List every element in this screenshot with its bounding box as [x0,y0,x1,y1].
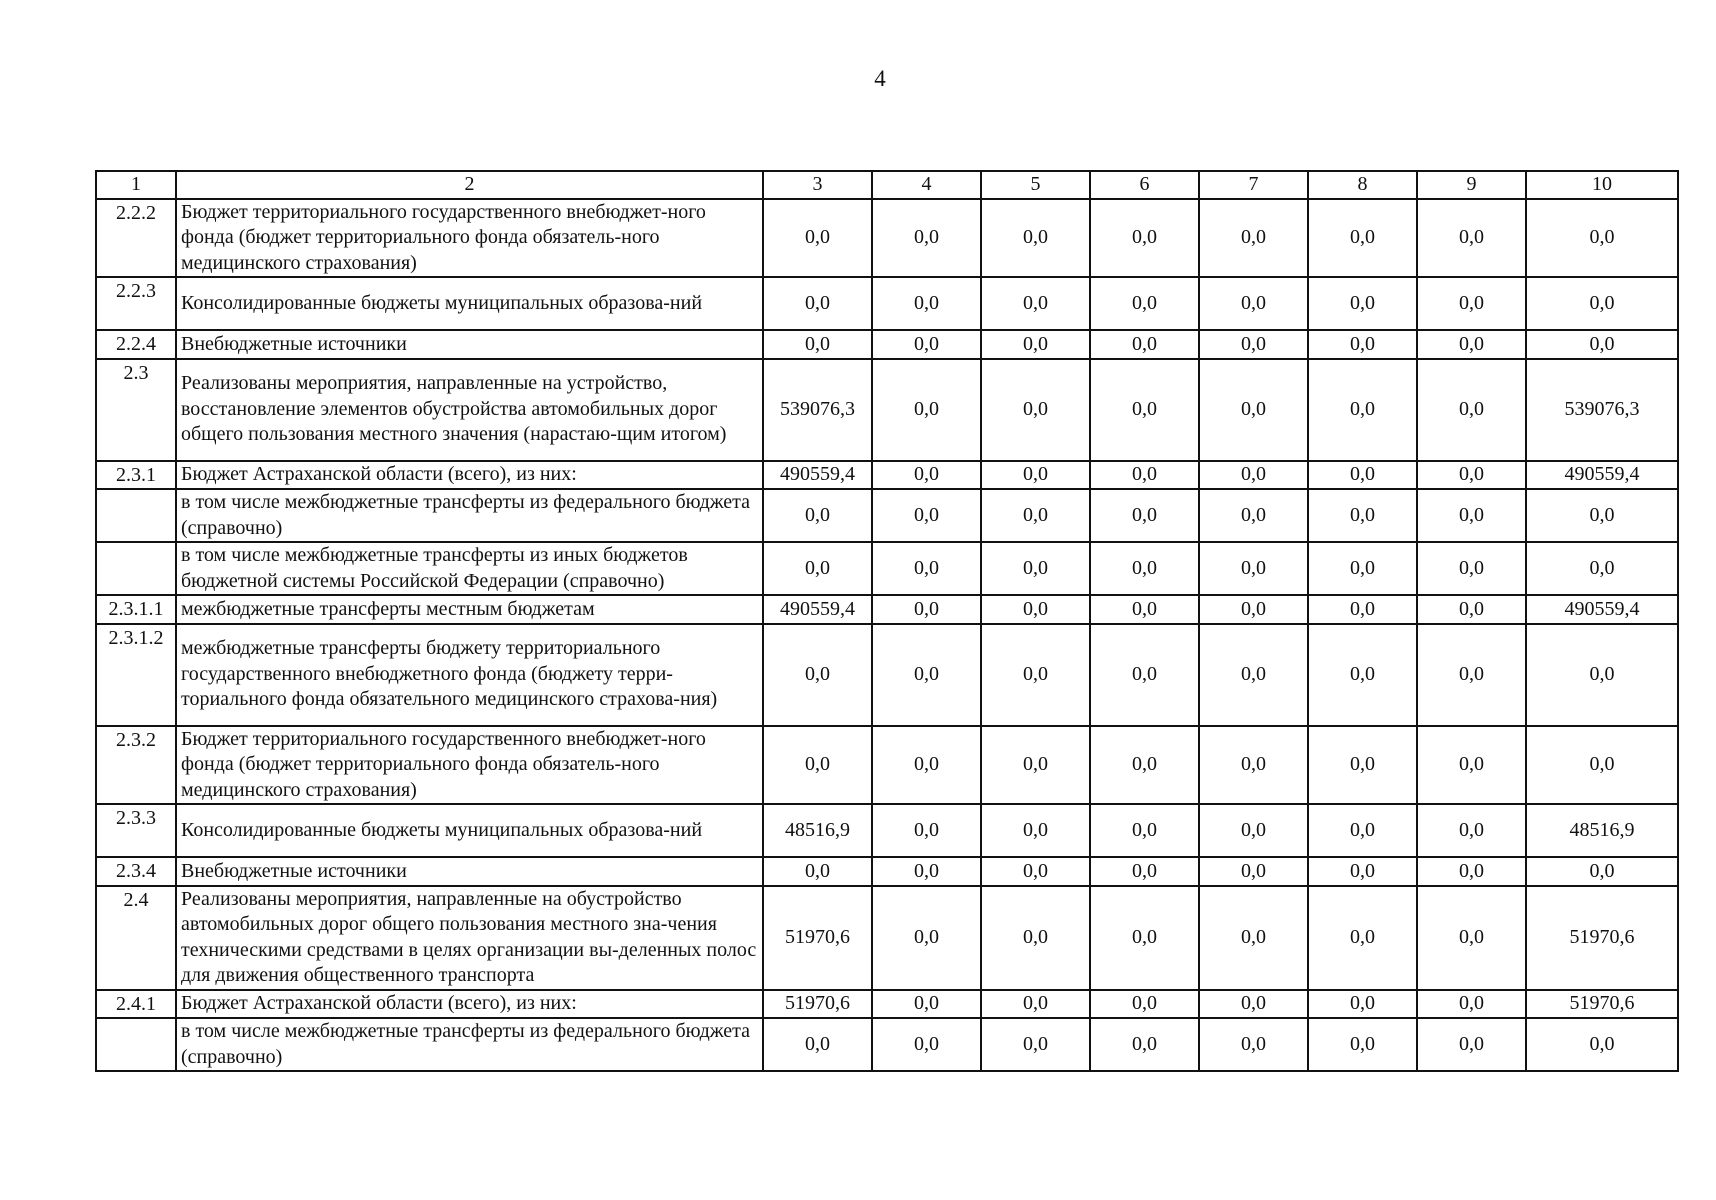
value-cell: 0,0 [1199,330,1308,359]
value-cell: 48516,9 [1526,804,1678,857]
header-cell: 10 [1526,171,1678,199]
table-row [96,330,1678,359]
value-cell: 0,0 [1090,277,1199,330]
value-cell: 0,0 [981,886,1090,990]
table-row [96,277,1678,330]
value-cell: 0,0 [1090,624,1199,726]
value-cell: 0,0 [872,886,981,990]
value-cell: 0,0 [1199,804,1308,857]
header-cell: 3 [763,171,872,199]
value-cell: 0,0 [872,542,981,595]
row-name: Бюджет территориального государственного внебюджет-ного фонда (бюджет территориального фонда обязатель-ного медицинского страхования) [176,199,763,278]
value-cell: 0,0 [981,461,1090,490]
value-cell: 0,0 [1199,199,1308,278]
value-cell: 51970,6 [1526,886,1678,990]
value-cell: 0,0 [1199,489,1308,542]
value-cell: 0,0 [1199,1018,1308,1071]
table-row [96,542,1678,595]
header-cell: 2 [176,171,763,199]
value-cell: 51970,6 [763,886,872,990]
row-number [96,1018,176,1071]
table-row [96,489,1678,542]
value-cell: 0,0 [1417,359,1526,461]
value-cell: 0,0 [1417,461,1526,490]
value-cell: 0,0 [1199,461,1308,490]
row-number: 2.3.3 [96,804,176,857]
value-cell: 0,0 [1526,726,1678,805]
value-cell: 0,0 [981,330,1090,359]
value-cell: 0,0 [1417,624,1526,726]
table-row [96,726,1678,805]
value-cell: 0,0 [1199,595,1308,624]
value-cell: 0,0 [1199,857,1308,886]
page-number: 4 [874,66,886,91]
value-cell: 539076,3 [1526,359,1678,461]
row-name: Внебюджетные источники [176,857,763,886]
header-cell: 6 [1090,171,1199,199]
value-cell: 0,0 [981,199,1090,278]
value-cell: 0,0 [1417,886,1526,990]
value-cell: 0,0 [872,489,981,542]
value-cell: 0,0 [981,359,1090,461]
row-number [96,542,176,595]
value-cell: 0,0 [872,199,981,278]
value-cell: 0,0 [981,489,1090,542]
value-cell: 0,0 [981,624,1090,726]
value-cell: 0,0 [1417,990,1526,1019]
value-cell: 51970,6 [763,990,872,1019]
value-cell: 0,0 [1199,277,1308,330]
value-cell: 0,0 [981,857,1090,886]
row-number: 2.2.3 [96,277,176,330]
value-cell: 0,0 [763,199,872,278]
row-number: 2.3.1.2 [96,624,176,726]
table-row [96,359,1678,461]
table-row [96,804,1678,857]
value-cell: 0,0 [1417,804,1526,857]
row-name: Бюджет Астраханской области (всего), из них: [176,461,763,490]
budget-table [95,170,1679,1072]
row-number: 2.4.1 [96,990,176,1019]
value-cell: 0,0 [1199,886,1308,990]
value-cell: 0,0 [1526,1018,1678,1071]
value-cell: 0,0 [1417,726,1526,805]
value-cell: 0,0 [763,726,872,805]
row-name: Бюджет Астраханской области (всего), из них: [176,990,763,1019]
value-cell: 0,0 [1526,330,1678,359]
value-cell: 0,0 [1417,542,1526,595]
row-name: Консолидированные бюджеты муниципальных образова-ний [176,804,763,857]
row-number: 2.3 [96,359,176,461]
value-cell: 0,0 [872,461,981,490]
value-cell: 0,0 [1308,624,1417,726]
value-cell: 0,0 [981,804,1090,857]
value-cell: 0,0 [981,726,1090,805]
value-cell: 0,0 [1199,542,1308,595]
row-name: Консолидированные бюджеты муниципальных образова-ний [176,277,763,330]
value-cell: 0,0 [1199,726,1308,805]
value-cell: 0,0 [1308,277,1417,330]
row-number: 2.3.2 [96,726,176,805]
value-cell: 0,0 [872,330,981,359]
value-cell: 48516,9 [763,804,872,857]
header-cell: 5 [981,171,1090,199]
value-cell: 0,0 [872,726,981,805]
row-name: в том числе межбюджетные трансферты из федерального бюджета (справочно) [176,1018,763,1071]
value-cell: 0,0 [1199,990,1308,1019]
value-cell: 0,0 [1308,1018,1417,1071]
table-row [96,990,1678,1019]
value-cell: 0,0 [1308,804,1417,857]
row-number: 2.3.1.1 [96,595,176,624]
row-number [96,489,176,542]
row-name: в том числе межбюджетные трансферты из федерального бюджета (справочно) [176,489,763,542]
value-cell: 0,0 [1090,886,1199,990]
value-cell: 0,0 [1308,542,1417,595]
value-cell: 0,0 [981,277,1090,330]
value-cell: 0,0 [872,277,981,330]
value-cell: 490559,4 [763,461,872,490]
value-cell: 0,0 [1308,857,1417,886]
value-cell: 0,0 [1308,359,1417,461]
table-row [96,886,1678,990]
value-cell: 0,0 [1090,489,1199,542]
value-cell: 0,0 [763,624,872,726]
value-cell: 0,0 [1090,359,1199,461]
header-cell: 4 [872,171,981,199]
value-cell: 0,0 [872,857,981,886]
table-row [96,624,1678,726]
table-row [96,1018,1678,1071]
row-name: Внебюджетные источники [176,330,763,359]
value-cell: 0,0 [1090,1018,1199,1071]
value-cell: 0,0 [1090,990,1199,1019]
value-cell: 0,0 [872,624,981,726]
row-number: 2.3.1 [96,461,176,490]
value-cell: 0,0 [981,595,1090,624]
value-cell: 0,0 [1308,461,1417,490]
value-cell: 0,0 [763,857,872,886]
value-cell: 490559,4 [1526,461,1678,490]
value-cell: 490559,4 [763,595,872,624]
value-cell: 0,0 [1090,804,1199,857]
value-cell: 0,0 [1417,857,1526,886]
value-cell: 0,0 [1417,277,1526,330]
value-cell: 0,0 [1308,330,1417,359]
value-cell: 539076,3 [763,359,872,461]
value-cell: 0,0 [763,542,872,595]
value-cell: 0,0 [981,990,1090,1019]
value-cell: 0,0 [1417,330,1526,359]
value-cell: 0,0 [1308,489,1417,542]
value-cell: 0,0 [1199,624,1308,726]
row-name: межбюджетные трансферты местным бюджетам [176,595,763,624]
header-cell: 7 [1199,171,1308,199]
value-cell: 0,0 [763,1018,872,1071]
value-cell: 0,0 [1090,726,1199,805]
value-cell: 0,0 [763,277,872,330]
header-cell: 1 [96,171,176,199]
row-name: Реализованы мероприятия, направленные на обустройство автомобильных дорог общего пользования местного зна-чения техническими средствами в целях организации вы-деленных полос для движения общественного транспорта [176,886,763,990]
value-cell: 0,0 [1308,199,1417,278]
row-number: 2.2.2 [96,199,176,278]
value-cell: 0,0 [763,489,872,542]
value-cell: 0,0 [1090,542,1199,595]
value-cell: 0,0 [1090,330,1199,359]
value-cell: 0,0 [1417,199,1526,278]
table-row [96,595,1678,624]
value-cell: 0,0 [872,359,981,461]
value-cell: 0,0 [1526,857,1678,886]
value-cell: 0,0 [1090,595,1199,624]
header-row [96,171,1678,199]
row-number: 2.3.4 [96,857,176,886]
value-cell: 0,0 [981,1018,1090,1071]
value-cell: 0,0 [872,804,981,857]
table-row [96,461,1678,490]
value-cell: 490559,4 [1526,595,1678,624]
value-cell: 0,0 [872,1018,981,1071]
value-cell: 51970,6 [1526,990,1678,1019]
value-cell: 0,0 [1526,199,1678,278]
row-name: Реализованы мероприятия, направленные на устройство, восстановление элементов обустройства автомобильных дорог общего пользования местного значения (нарастаю-щим итогом) [176,359,763,461]
header-cell: 8 [1308,171,1417,199]
value-cell: 0,0 [1417,595,1526,624]
value-cell: 0,0 [1308,990,1417,1019]
value-cell: 0,0 [1199,359,1308,461]
value-cell: 0,0 [1090,199,1199,278]
value-cell: 0,0 [1526,624,1678,726]
value-cell: 0,0 [1526,542,1678,595]
row-number: 2.4 [96,886,176,990]
value-cell: 0,0 [872,990,981,1019]
row-number: 2.2.4 [96,330,176,359]
value-cell: 0,0 [1526,277,1678,330]
row-name: в том числе межбюджетные трансферты из иных бюджетов бюджетной системы Российской Федерации (справочно) [176,542,763,595]
row-name: межбюджетные трансферты бюджету территориального государственного внебюджетного фонда (бюджету терри-ториального фонда обязательного медицинского страхова-ния) [176,624,763,726]
table-row [96,857,1678,886]
row-name: Бюджет территориального государственного внебюджет-ного фонда (бюджет территориального фонда обязатель-ного медицинского страхования) [176,726,763,805]
value-cell: 0,0 [1308,726,1417,805]
value-cell: 0,0 [1417,1018,1526,1071]
value-cell: 0,0 [1090,461,1199,490]
value-cell: 0,0 [1308,595,1417,624]
table-row [96,199,1678,278]
value-cell: 0,0 [763,330,872,359]
header-cell: 9 [1417,171,1526,199]
value-cell: 0,0 [1417,489,1526,542]
value-cell: 0,0 [1090,857,1199,886]
value-cell: 0,0 [981,542,1090,595]
value-cell: 0,0 [1526,489,1678,542]
value-cell: 0,0 [1308,886,1417,990]
value-cell: 0,0 [872,595,981,624]
